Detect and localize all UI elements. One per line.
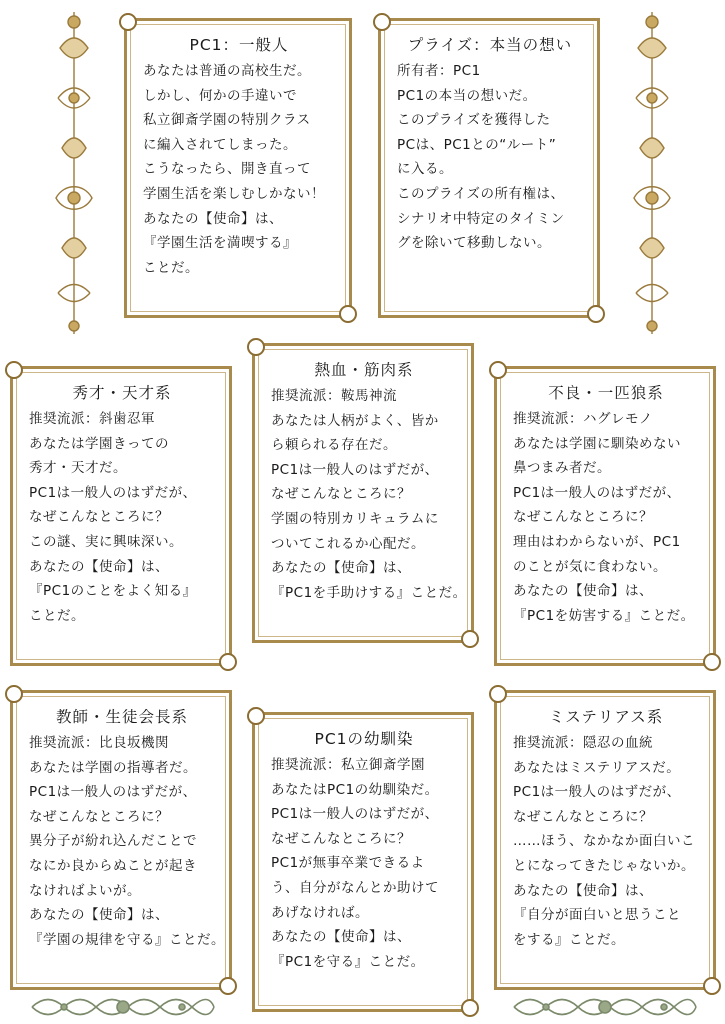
card-line: あなたの【使命】は、 <box>29 907 169 924</box>
card-line: 『PC1を守る』ことだ。 <box>271 953 425 970</box>
card-line: 異分子が紛れ込んだことで <box>29 833 197 850</box>
card-line: あなたは学園の指導者だ。 <box>29 759 197 776</box>
card-line: PC1は一般人のはずだが、 <box>29 784 197 801</box>
card-line: 『学園生活を満喫する』 <box>143 235 297 252</box>
card-line: 理由はわからないが、PC1 <box>513 533 681 550</box>
card-title: 教師・生徒会長系 <box>55 708 188 726</box>
card-line: あなたは学園に馴染めない <box>513 435 681 452</box>
card-line: あなたの【使命】は、 <box>143 210 283 227</box>
card-prize <box>378 18 600 318</box>
card-line: あなたは学園きっての <box>29 435 169 452</box>
card-hotblood <box>252 343 474 643</box>
ornament-pillar-right <box>630 8 674 338</box>
card-title: 不良・一匹狼系 <box>548 384 664 402</box>
card-line: なぜこんなところに？ <box>513 808 653 825</box>
card-line: PC1は一般人のはずだが、 <box>513 784 681 801</box>
card-line: あなたは普通の高校生だ。 <box>143 63 311 79</box>
card-line: 推奨流派：斜歯忍軍 <box>29 411 155 427</box>
card-mysterious <box>494 690 716 990</box>
card-line: ついてこれるか心配だ。 <box>271 535 425 552</box>
card-line: 秀才・天才だ。 <box>29 460 127 477</box>
card-line: PC1は一般人のはずだが、 <box>271 806 439 823</box>
card-line: しかし、何かの手違いで <box>143 87 297 104</box>
card-title: ミステリアス系 <box>548 708 664 726</box>
card-title: 熱血・筋肉系 <box>314 361 414 379</box>
card-line: この謎、実に興味深い。 <box>29 533 183 550</box>
card-line: あなたはPC1の幼馴染だ。 <box>271 781 439 798</box>
card-title: 秀才・天才系 <box>72 384 172 402</box>
card-line: なぜこんなところに？ <box>29 808 169 825</box>
card-line: とになってきたじゃないか。 <box>513 857 695 874</box>
card-line: なぜこんなところに？ <box>271 486 411 503</box>
card-line: PC1は一般人のはずだが、 <box>271 461 439 478</box>
card-line: あなたの【使命】は、 <box>29 558 169 575</box>
card-line: 『PC1のことをよく知る』 <box>29 583 197 600</box>
card-line: う、自分がなんとか助けて <box>271 879 439 896</box>
card-line: あげなければ。 <box>271 904 369 921</box>
card-line: 推奨流派：隠忍の血統 <box>513 735 653 751</box>
card-childhood-friend <box>252 712 474 1012</box>
card-line: 推奨流派：ハグレモノ <box>513 411 653 427</box>
card-line: に入る。 <box>397 161 453 178</box>
card-line: 鼻つまみ者だ。 <box>513 460 611 477</box>
ornament-bottom-left <box>28 990 218 1024</box>
card-line: ことだ。 <box>143 259 199 276</box>
ornament-bottom-right <box>510 990 700 1024</box>
card-line: あなたの【使命】は、 <box>513 882 653 899</box>
card-line: 所有者：PC1 <box>397 63 481 79</box>
card-line: なければよいが。 <box>29 882 141 899</box>
card-line: 推奨流派：鞍馬神流 <box>271 388 397 404</box>
card-line: こうなったら、開き直って <box>143 161 311 178</box>
card-line: あなたは人柄がよく、皆か <box>271 412 439 429</box>
card-line: PC1が無事卒業できるよ <box>271 855 425 872</box>
card-teacher <box>10 690 232 990</box>
card-line: をする』ことだ。 <box>513 931 625 948</box>
card-line: あなたの【使命】は、 <box>513 583 653 600</box>
card-line: 『学園の規律を守る』ことだ。 <box>29 931 225 948</box>
card-line: PCは、PC1との“ルート” <box>397 136 557 153</box>
card-line: あなたはミステリアスだ。 <box>513 759 681 776</box>
ornament-pillar-left <box>52 8 96 338</box>
card-title: PC1：一般人 <box>189 36 289 54</box>
card-genius <box>10 366 232 666</box>
card-line: 学園の特別カリキュラムに <box>271 510 439 527</box>
card-line: PC1は一般人のはずだが、 <box>29 484 197 501</box>
card-line: に編入されてしまった。 <box>143 136 297 153</box>
card-line: 『PC1を手助けする』ことだ。 <box>271 584 467 601</box>
card-title: プライズ：本当の想い <box>407 36 573 54</box>
card-line: ことだ。 <box>29 607 85 624</box>
card-line: このプライズを獲得した <box>397 112 551 129</box>
card-line: 『PC1を妨害する』ことだ。 <box>513 607 695 624</box>
card-line: このプライズの所有権は、 <box>397 185 565 202</box>
card-pc1 <box>124 18 352 318</box>
card-line: なぜこんなところに？ <box>271 830 411 847</box>
card-line: あなたの【使命】は、 <box>271 560 411 577</box>
card-line: シナリオ中特定のタイミン <box>397 210 565 227</box>
card-line: なぜこんなところに？ <box>513 509 653 526</box>
card-title: PC1の幼馴染 <box>314 730 414 748</box>
card-line: 学園生活を楽しむしかない！ <box>143 185 325 202</box>
card-line: ら頼られる存在だ。 <box>271 437 397 454</box>
card-line: なぜこんなところに？ <box>29 509 169 526</box>
card-line: PC1の本当の想いだ。 <box>397 87 537 104</box>
card-line: なにか良からぬことが起き <box>29 857 197 874</box>
card-line: のことが気に食わない。 <box>513 558 667 575</box>
card-line: 私立御斎学園の特別クラス <box>143 112 311 129</box>
card-line: グを除いて移動しない。 <box>397 235 551 252</box>
card-line: 推奨流派：私立御斎学園 <box>271 757 425 773</box>
card-line: 『自分が面白いと思うこと <box>513 907 681 924</box>
card-line: ……ほう、なかなか面白いこ <box>513 833 695 850</box>
card-delinquent <box>494 366 716 666</box>
card-line: 推奨流派：比良坂機関 <box>29 735 169 751</box>
card-line: PC1は一般人のはずだが、 <box>513 484 681 501</box>
card-line: あなたの【使命】は、 <box>271 929 411 946</box>
